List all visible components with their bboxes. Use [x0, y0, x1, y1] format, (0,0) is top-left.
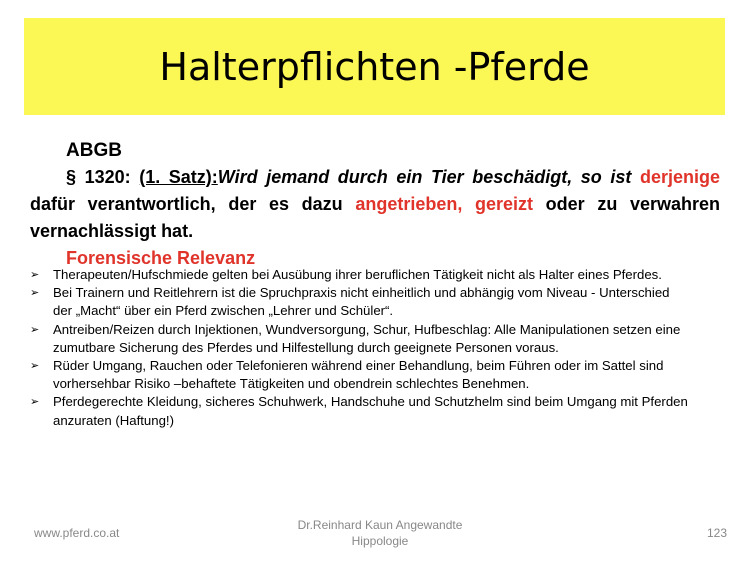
arrow-bullet-icon: ➢	[30, 286, 40, 300]
title-banner	[24, 18, 725, 115]
paragraph-underlined: (1. Satz):	[139, 167, 218, 187]
page-number: 123	[706, 526, 727, 540]
list-item	[30, 357, 690, 393]
forensic-heading: Forensische Relevanz	[66, 248, 256, 268]
paragraph-red-angetrieben: angetrieben, gereizt	[355, 194, 534, 214]
paragraph-red-derjenige: derjenige	[639, 167, 720, 187]
legal-text-block	[30, 138, 720, 271]
list-item-text: Bei Trainern und Reitlehrern ist die Spruchpraxis nicht einheitlich und abhängig vom Niveau - Unterschied der „Macht“ über ein Pferd zwischen „Lehrer und Schüler“.	[53, 285, 670, 319]
arrow-bullet-icon: ➢	[30, 322, 40, 336]
list-item-text: Pferdegerechte Kleidung, sicheres Schuhwerk, Handschuhe und Schutzhelm sind beim Umgang mit Pferden anzuraten (Haftung!)	[53, 394, 688, 428]
abgb-heading: ABGB	[66, 140, 122, 161]
arrow-bullet-icon: ➢	[30, 359, 40, 373]
list-item-text: Antreiben/Reizen durch Injektionen, Wundversorgung, Schur, Hufbeschlag: Alle Manipulationen setzen eine zumutbare Sicherung des Pferdes und Hilfestellung durch geeignete Personen voraus.	[53, 321, 681, 355]
bullet-list	[30, 266, 690, 430]
arrow-bullet-icon: ➢	[30, 268, 40, 281]
list-item	[30, 321, 690, 357]
footer-author-line1: Dr.Reinhard Kaun Angewandte	[297, 518, 463, 532]
list-item-text: Therapeuten/Hufschmiede gelten bei Ausübung ihrer beruflichen Tätigkeit nicht als Halter eines Pferdes.	[53, 267, 662, 282]
footer-website: www.pferd.co.at	[34, 526, 120, 540]
footer-author	[265, 517, 495, 549]
list-item	[30, 266, 690, 284]
paragraph-lead: § 1320:	[66, 167, 140, 187]
slide-title: Halterpflichten -Pferde	[159, 44, 590, 89]
list-item	[30, 284, 690, 320]
paragraph-1320	[30, 164, 720, 245]
footer-author-line2: Hippologie	[351, 534, 409, 548]
paragraph-end: oder zu verwahren vernachlässigt hat.	[30, 194, 721, 241]
list-item-text: Rüder Umgang, Rauchen oder Telefonieren während einer Behandlung, beim Führen oder im Sattel sind vorhersehbar Risiko –behaftete Tätigkeiten und obendrein schlechtes Benehmen.	[53, 358, 664, 392]
paragraph-italic: Wird jemand durch ein Tier beschädigt, so ist	[217, 167, 640, 187]
arrow-bullet-icon: ➢	[30, 395, 40, 409]
paragraph-middle: dafür verantwortlich, der es dazu	[30, 194, 356, 214]
list-item	[30, 393, 690, 429]
